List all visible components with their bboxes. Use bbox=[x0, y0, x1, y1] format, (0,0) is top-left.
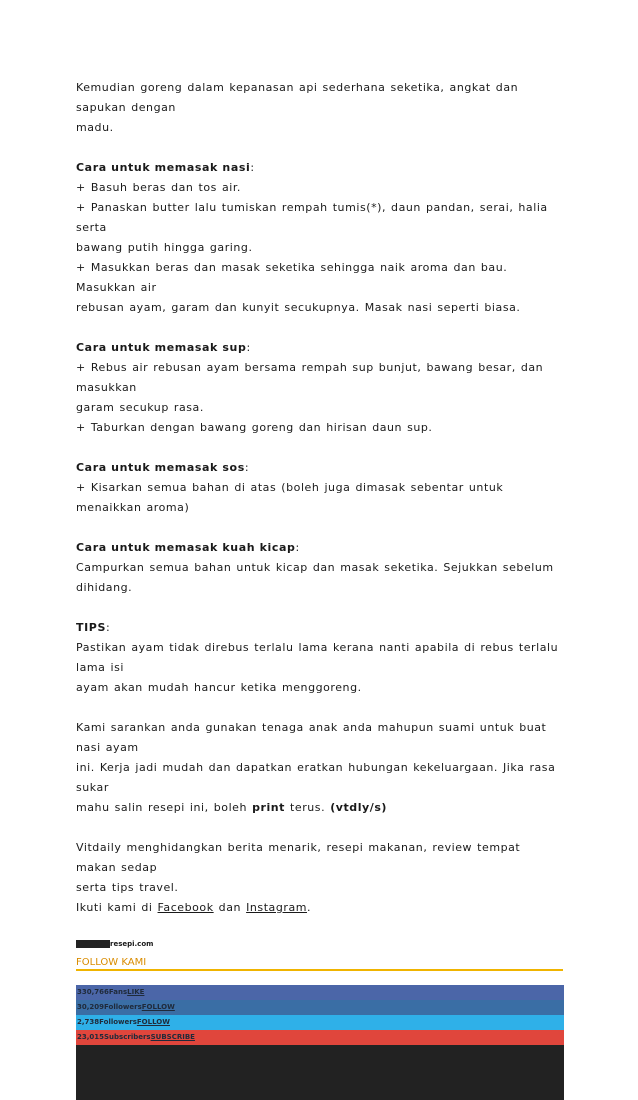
follow-button[interactable]: FOLLOW bbox=[136, 1018, 170, 1026]
article-body bbox=[76, 78, 564, 1100]
nasi-line: bawang putih hingga garing. bbox=[76, 241, 253, 254]
sup-line: + Taburkan dengan bawang goreng dan hirisan daun sup. bbox=[76, 421, 433, 434]
social-row-twitter: 30,209FollowersFOLLOW bbox=[76, 1000, 564, 1015]
heading-tips: TIPS: bbox=[76, 621, 111, 634]
kami-line: ini. Kerja jadi mudah dan dapatkan eratkan hubungan kekeluargaan. Jika rasa sukar bbox=[76, 761, 556, 794]
source-site: resepi.com bbox=[110, 940, 154, 948]
vit-line: serta tips travel. bbox=[76, 881, 179, 894]
print-text: print bbox=[252, 801, 285, 814]
heading-sup: Cara untuk memasak sup: bbox=[76, 341, 251, 354]
social-row-instagram: 2,738FollowersFOLLOW bbox=[76, 1015, 564, 1030]
subscribe-button[interactable]: SUBSCRIBE bbox=[150, 1033, 195, 1041]
dark-footer-block bbox=[76, 1045, 564, 1100]
source-tag: SOURCE bbox=[77, 940, 109, 948]
nasi-line: + Panaskan butter lalu tumiskan rempah tumis(*), daun pandan, serai, halia serta bbox=[76, 201, 548, 234]
facebook-link[interactable]: Facebook bbox=[157, 901, 214, 914]
nasi-line: + Masukkan beras dan masak seketika sehingga naik aroma dan bau. Masukkan air bbox=[76, 261, 508, 294]
sos-line: + Kisarkan semua bahan di atas (boleh juga dimasak sebentar untuk menaikkan aroma) bbox=[76, 481, 504, 514]
kami-line: Kami sarankan anda gunakan tenaga anak anda mahupun suami untuk buat nasi ayam bbox=[76, 721, 547, 754]
vit-line: Vitdaily menghidangkan berita menarik, resepi makanan, review tempat makan sedap bbox=[76, 841, 521, 874]
heading-kuah: Cara untuk memasak kuah kicap: bbox=[76, 541, 300, 554]
tips-line: Pastikan ayam tidak direbus terlalu lama kerana nanti apabila di rebus terlalu lama isi bbox=[76, 641, 559, 674]
intro-line: Kemudian goreng dalam kepanasan api sederhana seketika, angkat dan sapukan dengan bbox=[76, 81, 519, 114]
follow-button[interactable]: FOLLOW bbox=[141, 1003, 175, 1011]
intro-line: madu. bbox=[76, 121, 114, 134]
signature-text: (vtdly/s) bbox=[330, 801, 388, 814]
nasi-line: rebusan ayam, garam dan kunyit secukupnya. Masak nasi seperti biasa. bbox=[76, 301, 521, 314]
social-widget bbox=[76, 985, 564, 1100]
like-button[interactable]: LIKE bbox=[127, 988, 145, 996]
heading-sos: Cara untuk memasak sos: bbox=[76, 461, 250, 474]
kami-line: mahu salin resepi ini, boleh print terus. (vtdly/s) bbox=[76, 801, 388, 814]
tips-line: ayam akan mudah hancur ketika menggoreng. bbox=[76, 681, 362, 694]
nasi-line: + Basuh beras dan tos air. bbox=[76, 181, 241, 194]
sup-line: + Rebus air rebusan ayam bersama rempah sup bunjut, bawang besar, dan masukkan bbox=[76, 361, 544, 394]
heading-nasi: Cara untuk memasak nasi: bbox=[76, 161, 255, 174]
social-row-facebook: 330,766FansLIKE bbox=[76, 985, 564, 1000]
sup-line: garam secukup rasa. bbox=[76, 401, 204, 414]
follow-line: Ikuti kami di Facebook dan Instagram. bbox=[76, 901, 312, 914]
instagram-link[interactable]: Instagram bbox=[246, 901, 308, 914]
follow-title: FOLLOW KAMI bbox=[76, 957, 563, 971]
social-row-youtube: 23,015SubscribersSUBSCRIBE bbox=[76, 1030, 564, 1045]
kuah-line: Campurkan semua bahan untuk kicap dan masak seketika. Sejukkan sebelum dihidang. bbox=[76, 561, 554, 594]
source-credit bbox=[76, 940, 564, 949]
